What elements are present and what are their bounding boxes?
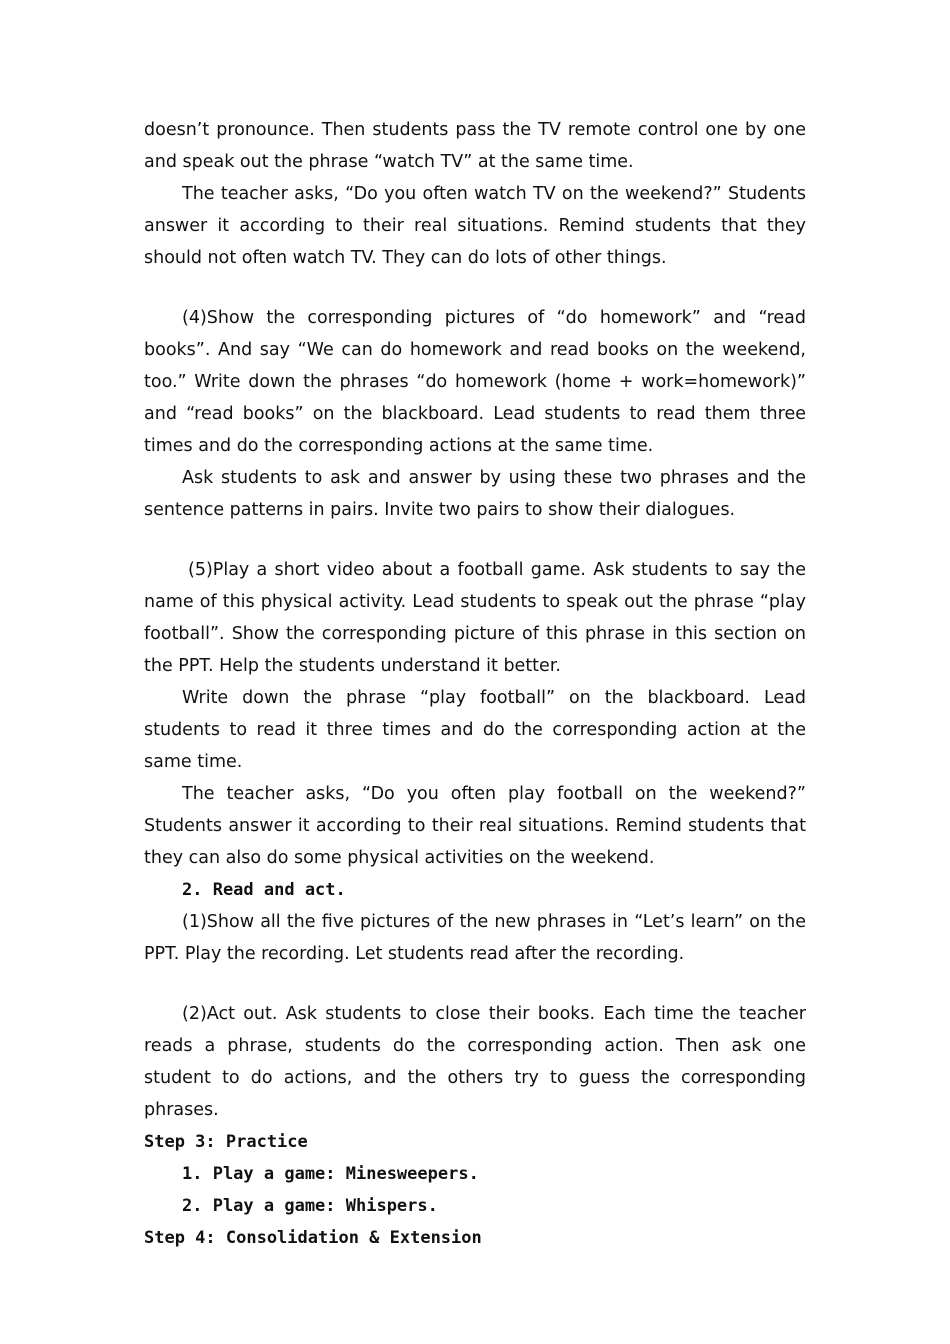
paragraph-watch-tv-question: The teacher asks, “Do you often watch TV on the weekend?” Students answer it according to their real situations. Remind students that they should not often watch TV. They can do lots of other things. [144,184,806,268]
heading-step-3: Step 3: Practice [144,1132,308,1152]
heading-read-and-act: 2. Read and act. [182,880,346,900]
item-minesweepers: 1. Play a game: Minesweepers. [182,1164,479,1184]
paragraph-remote-control: doesn’t pronounce. Then students pass the TV remote control one by one and speak out the phrase “watch TV” at the same time. [144,120,806,172]
paragraph-play-football-board: Write down the phrase “play football” on the blackboard. Lead students to read it three times and do the corresponding action at the same time. [144,688,806,772]
paragraph-pairs-dialogue: Ask students to ask and answer by using these two phrases and the sentence patterns in pairs. Invite two pairs to show their dialogues. [144,468,806,520]
document-body [144,114,806,1254]
paragraph-act-out: (2)Act out. Ask students to close their books. Each time the teacher reads a phrase, students do the corresponding action. Then ask one student to do actions, and the others try to guess the corresponding phrases. [144,1004,806,1120]
item-whispers: 2. Play a game: Whispers. [182,1196,438,1216]
paragraph-football-question: The teacher asks, “Do you often play football on the weekend?” Students answer it according to their real situations. Remind students that they can also do some physical activities on the weekend. [144,784,806,868]
paragraph-football-video: (5)Play a short video about a football game. Ask students to say the name of this physical activity. Lead students to speak out the phrase “play football”. Show the corresponding picture of this phrase in this section on the PPT. Help the students understand it better. [144,560,806,676]
heading-step-4: Step 4: Consolidation & Extension [144,1228,482,1248]
paragraph-homework-books: (4)Show the corresponding pictures of “do homework” and “read books”. And say “We can do homework and read books on the weekend, too.” Write down the phrases “do homework (home + work=homework)” and “read books” on the blackboard. Lead students to read them three times and do the corresponding actions at the same time. [144,308,806,456]
paragraph-show-pictures: (1)Show all the five pictures of the new phrases in “Let’s learn” on the PPT. Play the recording. Let students read after the recording. [144,912,806,964]
